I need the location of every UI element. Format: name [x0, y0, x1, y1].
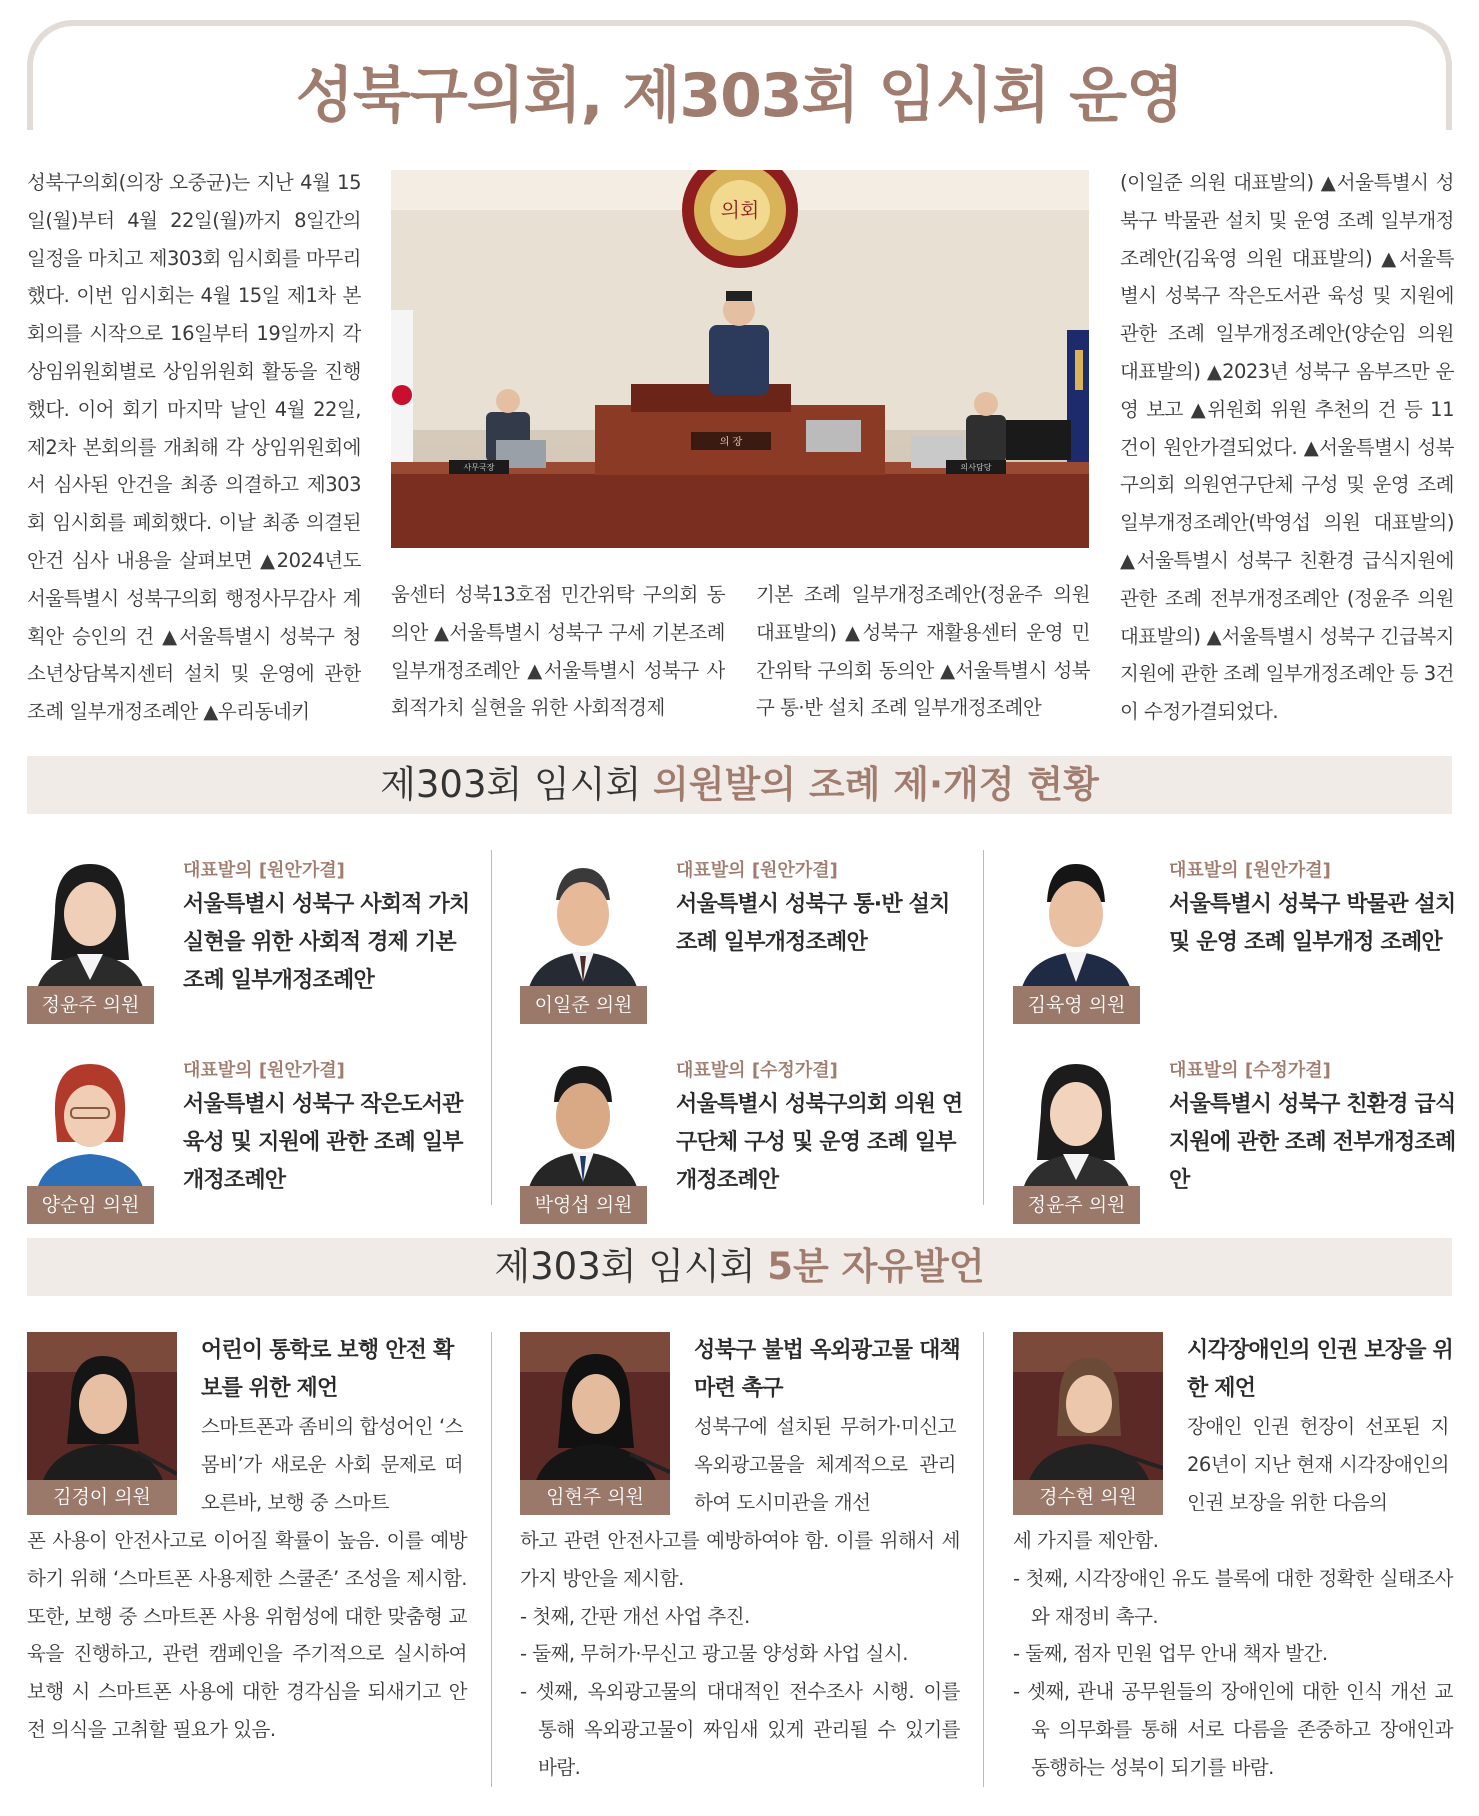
article-column-4: (이일준 의원 대표발의) ▲서울특별시 성북구 박물관 설치 및 운영 조례 일부개정조례안(김육영 의원 대표발의) ▲서울특별시 성북구 작은도서관 육성 및 지원에 관한 조례 일부개정조례안(양순임 의원 대표발의) ▲2023년 성북구 옴부즈만 운영 보고 ▲위원회 위원 추천의 건 등 11건이 원안가결되었다. ▲서울특별시 성북구의회 의원연구단체 구성 및 운영 조례 일부개정조례안(박영섭 의원 대표발의) ▲서울특별시 성북구 친환경 급식지원에 관한 조례 전부개정조례안 (정윤주 의원 대표발의) ▲서울특별시 성북구 긴급복지 지원에 관한 조례 일부개정조례안 등 3건이 수정가결되었다. [1120, 171, 1454, 724]
column-divider [983, 850, 984, 1205]
article-column-2: 움센터 성북13호점 민간위탁 구의회 동의안 ▲서울특별시 성북구 구세 기본조례 일부개정조례안 ▲서울특별시 성북구 사회적가치 실현을 위한 사회적경제 [391, 583, 725, 720]
speaker-name: 임현주 의원 [520, 1480, 670, 1515]
councilor-portrait [27, 1050, 154, 1200]
councilor-portrait [520, 1050, 647, 1200]
bill-status-tag: 대표발의 [원안가결] [676, 860, 838, 881]
speech-title: 성북구 불법 옥외광고물 대책 마련 촉구 [694, 1338, 961, 1401]
speaker-photo [27, 1332, 177, 1497]
speech-block [1013, 1332, 1453, 1792]
bill-title: 서울특별시 성북구 사회적 가치 실현을 위한 사회적 경제 기본 조례 일부개정조례안 [183, 892, 470, 993]
article-column-3: 기본 조례 일부개정조례안(정윤주 의원 대표발의) ▲성북구 재활용센터 운영 민간위탁 구의회 동의안 ▲서울특별시 성북구 통·반 설치 조례 일부개정조례안 [756, 583, 1090, 720]
speaker-name: 김경이 의원 [27, 1480, 177, 1515]
councilor-portrait [1013, 1050, 1140, 1200]
speech-body [520, 1522, 960, 1787]
nameplate-chairman: 의 장 [719, 437, 743, 448]
bill-status-tag: 대표발의 [수정가결] [676, 1060, 838, 1081]
nameplate-right: 의사담당 [960, 463, 992, 472]
bill-status-tag: 대표발의 [원안가결] [1169, 860, 1331, 881]
bill-status-tag: 대표발의 [원안가결] [183, 860, 345, 881]
speech-body [27, 1522, 467, 1749]
council-session-photo [391, 170, 1089, 548]
speech-text: 세 가지를 제안함. [1013, 1529, 1159, 1552]
speech-lead: 스마트폰과 좀비의 합성어인 ‘스몸비’가 새로운 사회 문제로 떠오른바, 보행 중 스마트 [201, 1415, 463, 1514]
section-header-prefix: 제303회 임시회 [380, 763, 653, 806]
page-title: 성북구의회, 제303회 임시회 운영 [295, 61, 1184, 131]
speaker-photo [520, 1332, 670, 1497]
list-item: - 첫째, 시각장애인 유도 블록에 대한 정확한 실태조사와 재정비 촉구. [1013, 1566, 1453, 1628]
list-item: - 둘째, 무허가·무신고 광고물 양성화 사업 실시. [520, 1642, 908, 1666]
section-header-speeches [27, 1238, 1452, 1296]
bill-title: 서울특별시 성북구 친환경 급식지원에 관한 조례 전부개정조례안 [1169, 1092, 1456, 1193]
councilor-name: 박영섭 의원 [520, 1186, 647, 1224]
bill-card [27, 1050, 463, 1240]
bill-title: 서울특별시 성북구 박물관 설치 및 운영 조례 일부개정 조례안 [1169, 892, 1456, 955]
bill-card [27, 850, 470, 1040]
speech-block [520, 1332, 960, 1792]
speech-body [1013, 1522, 1453, 1787]
speech-text: 하고 관련 안전사고를 예방하여야 함. 이를 위해서 세 가지 방안을 제시함. [520, 1529, 960, 1590]
councilor-name: 정윤주 의원 [27, 986, 154, 1024]
councilor-name: 양순임 의원 [27, 1186, 154, 1224]
speech-lead: 성북구에 설치된 무허가·미신고 옥외광고물을 체계적으로 관리하여 도시미관을 개선 [694, 1415, 956, 1514]
councilor-name: 이일준 의원 [520, 986, 647, 1024]
bill-card [520, 850, 950, 1040]
section-header-prefix: 제303회 임시회 [494, 1245, 768, 1288]
councilor-portrait [1013, 850, 1140, 1000]
councilor-portrait [520, 850, 647, 1000]
section-header-accent: 의원발의 조례 제·개정 현황 [652, 763, 1099, 806]
speaker-photo [1013, 1332, 1163, 1497]
bill-status-tag: 대표발의 [수정가결] [1169, 1060, 1331, 1081]
bill-title: 서울특별시 성북구의회 의원 연구단체 구성 및 운영 조례 일부개정조례안 [676, 1092, 963, 1193]
speech-list [520, 1598, 960, 1787]
column-divider [983, 1332, 984, 1787]
list-item: - 셋째, 옥외광고물의 대대적인 전수조사 시행. 이를 통해 옥외광고물이 짜임새 있게 관리될 수 있기를 바람. [520, 1680, 960, 1779]
list-item: - 둘째, 점자 민원 업무 안내 책자 발간. [1013, 1642, 1328, 1666]
bill-card [520, 1050, 963, 1240]
speech-block [27, 1332, 467, 1792]
list-item: - 첫째, 간판 개선 사업 추진. [520, 1604, 750, 1628]
bill-title: 서울특별시 성북구 통·반 설치 조례 일부개정조례안 [676, 892, 950, 955]
bill-status-tag: 대표발의 [원안가결] [183, 1060, 345, 1081]
bill-card [1013, 850, 1456, 1040]
councilor-name: 정윤주 의원 [1013, 1186, 1140, 1224]
speech-text: 폰 사용이 안전사고로 이어질 확률이 높음. 이를 예방하기 위해 ‘스마트폰 사용제한 스쿨존’ 조성을 제시함. 또한, 보행 중 스마트폰 사용 위험성에 대한 맞춤형 교육을 진행하고, 관련 캠페인을 주기적으로 실시하여 보행 시 스마트폰 사용에 대한 경각심을 되새기고 안전 의식을 고취할 필요가 있음. [27, 1529, 467, 1741]
emblem-text: 의회 [720, 198, 760, 222]
speech-title: 어린이 통학로 보행 안전 확보를 위한 제언 [201, 1338, 454, 1401]
councilor-portrait [27, 850, 154, 1000]
article-column-1: 성북구의회(의장 오중균)는 지난 4월 15일(월)부터 4월 22일(월)까지 8일간의 일정을 마치고 제303회 임시회를 마무리했다. 이번 임시회는 4월 15일 제1차 본회의를 시작으로 16일부터 19일까지 각 상임위원회별로 상임위원회 활동을 진행했다. 이어 회기 마지막 날인 4월 22일, 제2차 본회의를 개최해 각 상임위원회에서 심사된 안건을 최종 의결하고 제303회 임시회를 폐회했다. 이날 최종 의결된 안건 심사 내용을 살펴보면 ▲2024년도 서울특별시 성북구의회 행정사무감사 계획안 승인의 건 ▲서울특별시 성북구 청소년상담복지센터 설치 및 운영에 관한 조례 일부개정조례안 ▲우리동네키 [27, 171, 361, 724]
councilor-name: 김육영 의원 [1013, 986, 1140, 1024]
column-divider [491, 850, 492, 1205]
speech-title: 시각장애인의 인권 보장을 위한 제언 [1187, 1338, 1454, 1401]
bill-card [1013, 1050, 1456, 1240]
section-header-bills [27, 756, 1452, 814]
speech-list [1013, 1560, 1453, 1787]
section-header-accent: 5분 자유발언 [767, 1245, 985, 1288]
list-item: - 셋째, 관내 공무원들의 장애인에 대한 인식 개선 교육 의무화를 통해 서로 다름을 존중하고 장애인과 동행하는 성북이 되기를 바람. [1013, 1680, 1453, 1779]
column-divider [491, 1332, 492, 1787]
bill-title: 서울특별시 성북구 작은도서관 육성 및 지원에 관한 조례 일부 개정조례안 [183, 1092, 463, 1193]
speech-lead: 장애인 인권 헌장이 선포된 지 26년이 지난 현재 시각장애인의 인권 보장을 위한 다음의 [1187, 1415, 1449, 1514]
nameplate-left: 사무국장 [463, 463, 495, 472]
speaker-name: 경수현 의원 [1013, 1480, 1163, 1515]
